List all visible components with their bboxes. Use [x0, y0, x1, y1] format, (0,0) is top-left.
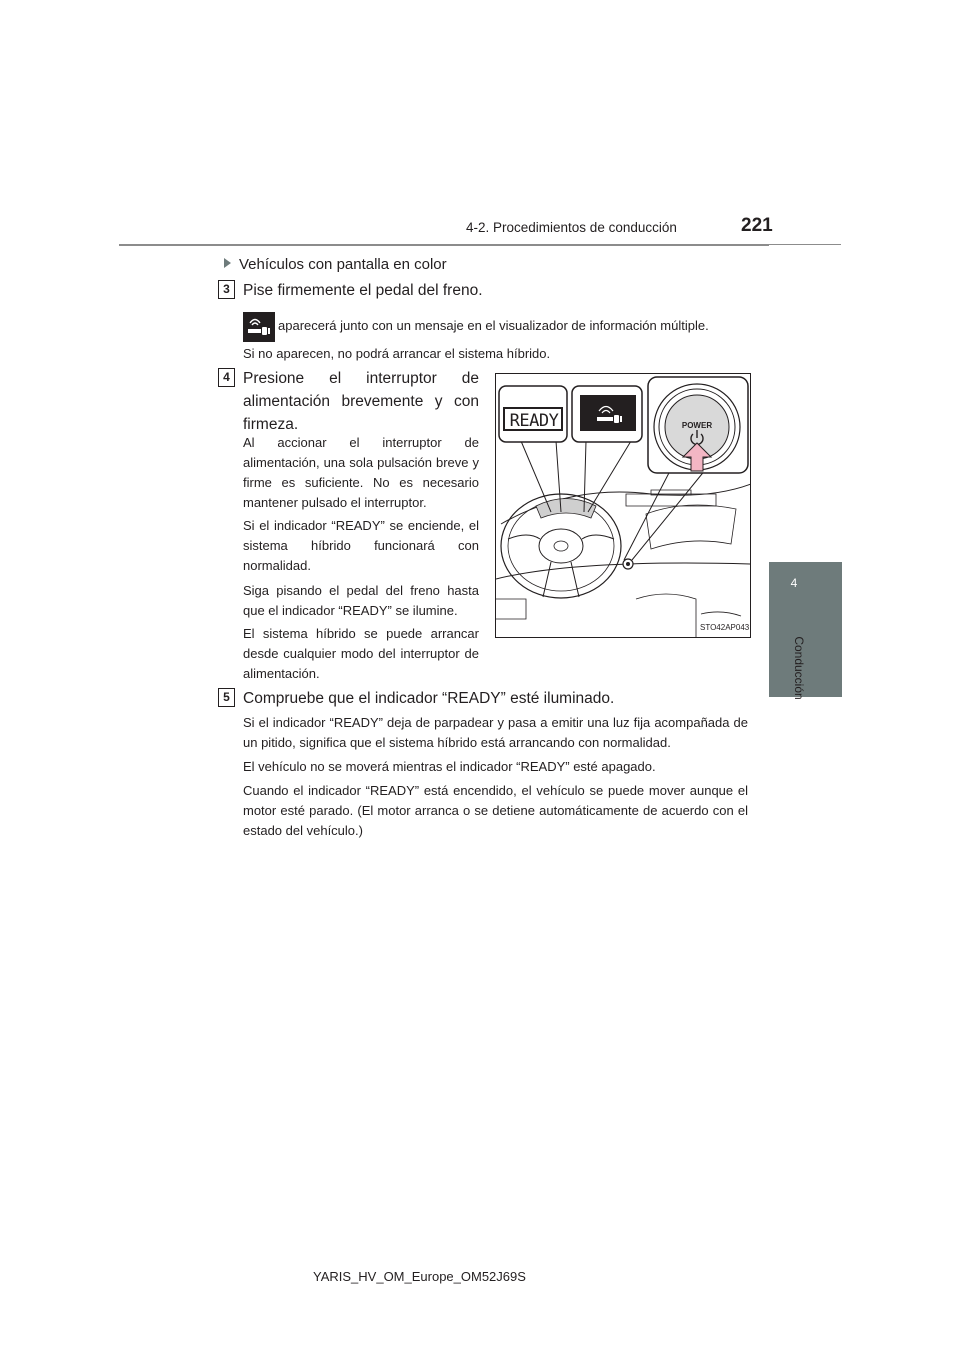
- step-number-4: 4: [218, 368, 235, 387]
- step-3-note-1: [243, 311, 763, 342]
- step-3-title: Pise firmemente el pedal del freno.: [243, 282, 483, 299]
- step-3-note-2: Si no aparecen, no podrá arrancar el sistema híbrido.: [243, 346, 551, 361]
- document-footer-code: YARIS_HV_OM_Europe_OM52J69S: [313, 1269, 526, 1284]
- step-5-note-1: Si el indicador “READY” deja de parpadear y pasa a emitir una luz fija acompañada de un pitido, significa que el sistema híbrido está arrancando con normalidad.: [243, 715, 748, 750]
- step-5-title: Compruebe que el indicador “READY” esté iluminado.: [243, 690, 615, 707]
- step-number-3: 3: [218, 280, 235, 299]
- side-tab-spacer: [769, 245, 842, 562]
- triangle-bullet-icon: [224, 258, 231, 268]
- chapter-label-text: Conducción: [792, 636, 806, 700]
- ready-indicator-label: READY: [509, 411, 559, 431]
- step-4-note-1: Al accionar el interruptor de alimentación, una sola pulsación breve y firme es suficiente. No es necesario mantener pulsado el interruptor.: [243, 435, 479, 510]
- chapter-number: 4: [790, 576, 798, 590]
- page-number: 221: [741, 215, 773, 236]
- power-button-label: POWER: [681, 421, 713, 430]
- step-5-note-3: Cuando el indicador “READY” está encendido, el vehículo se puede mover aunque el motor esté parado. (El motor arranca o se detiene automáticamente de acuerdo con el estado del vehículo.): [243, 783, 748, 838]
- variant-bullet-text: Vehículos con pantalla en color: [239, 256, 447, 273]
- header-section-title: 4-2. Procedimientos de conducción: [466, 220, 677, 235]
- step-4-note-2: Si el indicador “READY” se enciende, el sistema híbrido funcionará con normalidad.: [243, 518, 479, 573]
- header-divider: [119, 244, 841, 246]
- step-4-note-4: El sistema híbrido se puede arrancar desde cualquier modo del interruptor de alimentación.: [243, 626, 479, 681]
- power-switch-illustration: [495, 373, 751, 638]
- brake-key-indicator-icon: [243, 312, 275, 342]
- figure-code: STO42AP043: [700, 623, 750, 632]
- variant-bullet: [224, 256, 447, 273]
- step-4-title: Presione el interruptor de alimentación brevemente y con firmeza.: [243, 370, 479, 433]
- chapter-label: [782, 632, 816, 704]
- step-3-note-1-text: aparecerá junto con un mensaje en el visualizador de información múltiple.: [278, 318, 709, 333]
- step-5-note-2: El vehículo no se moverá mientras el indicador “READY” esté apagado.: [243, 759, 656, 774]
- step-4-note-3: Siga pisando el pedal del freno hasta que el indicador “READY” se ilumine.: [243, 583, 479, 618]
- step-number-5: 5: [218, 688, 235, 707]
